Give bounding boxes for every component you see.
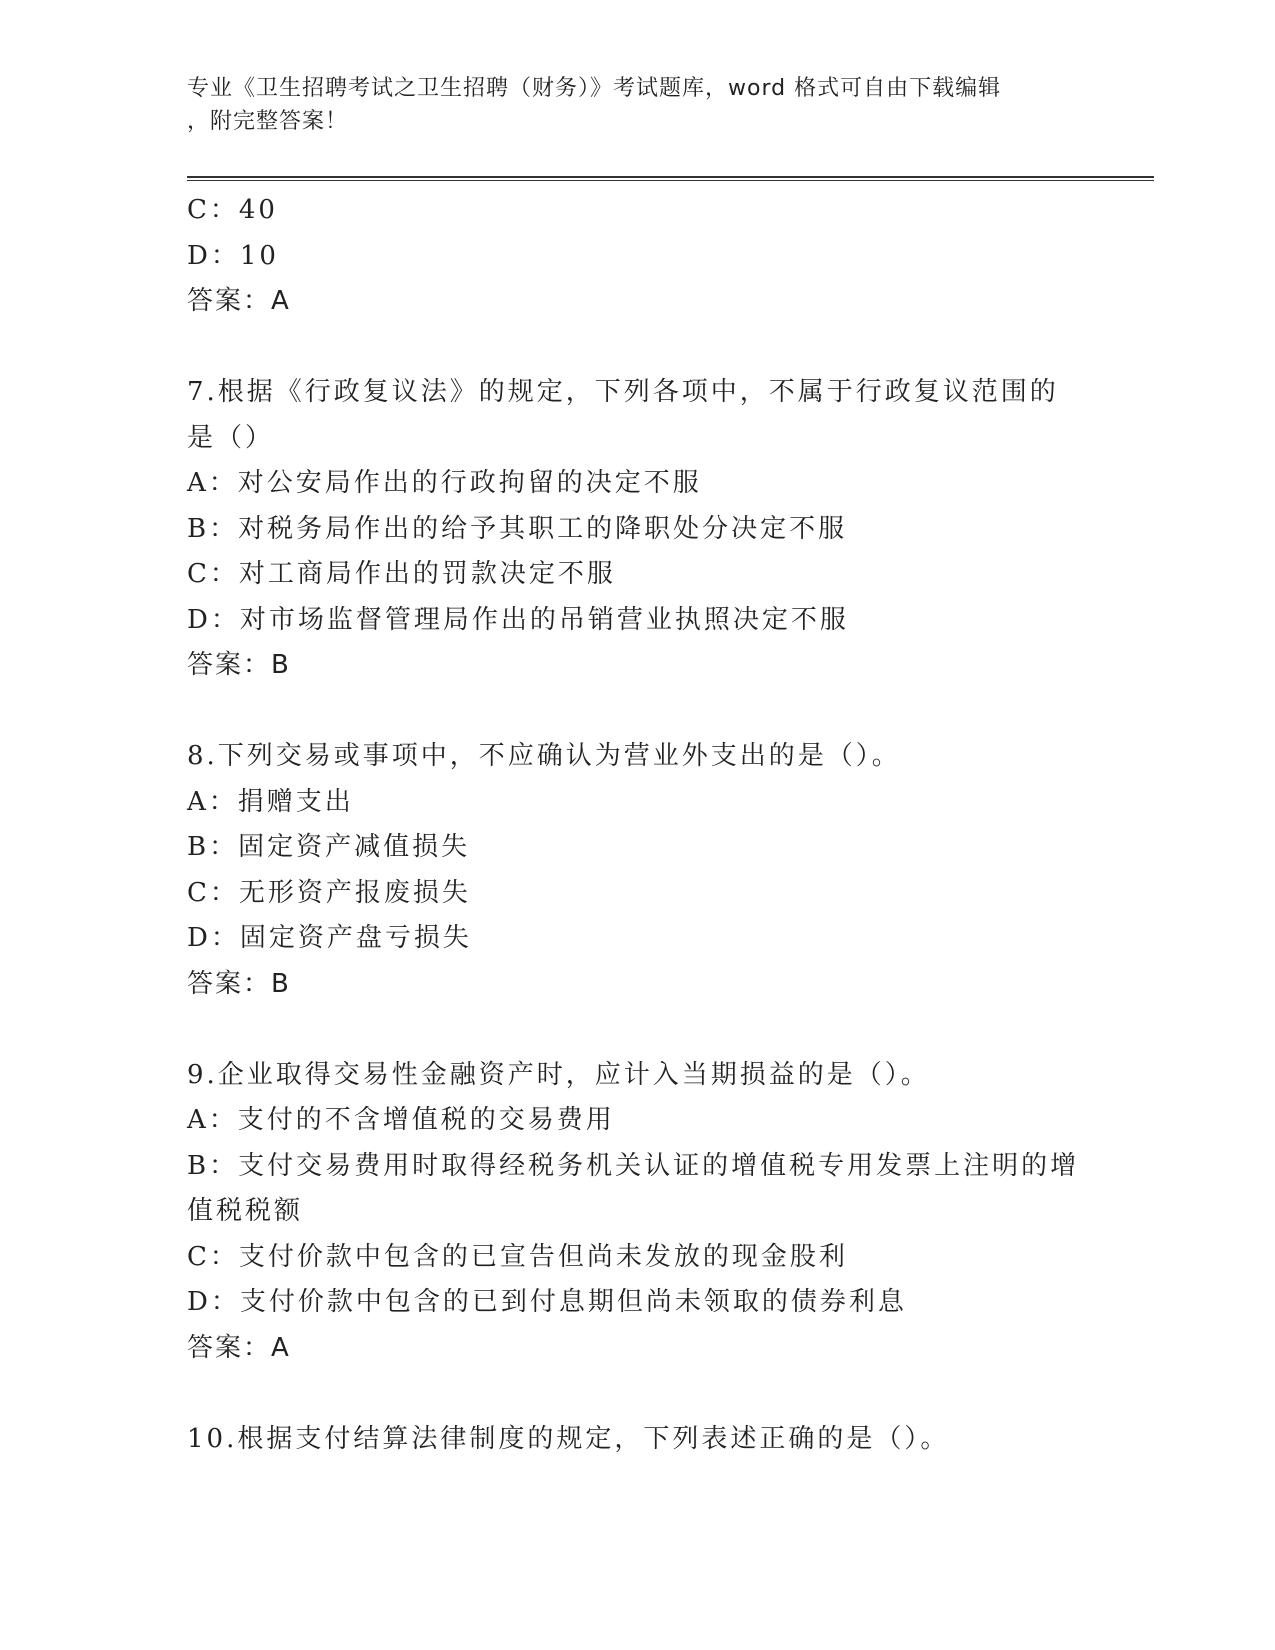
- option-a: A：捐赠支出: [187, 786, 354, 817]
- question-stem: 7.根据《行政复议法》的规定，下列各项中，不属于行政复议范围的: [187, 377, 1059, 407]
- question-stem: 10.根据支付结算法律制度的规定，下列表述正确的是（）。: [187, 1423, 950, 1454]
- answer-line: 答案：B: [187, 968, 291, 999]
- answer-line: 答案：A: [187, 1332, 291, 1363]
- question-10: [187, 1417, 1087, 1463]
- option-c: C：无形资产报废损失: [187, 877, 471, 908]
- spacer: [187, 1371, 1087, 1417]
- header-line-2: ，附完整答案！: [187, 109, 349, 134]
- option-a: A：支付的不含增值税的交易费用: [187, 1105, 615, 1135]
- option-d: D：10: [187, 240, 279, 271]
- question-stem: 9.企业取得交易性金融资产时，应计入当期损益的是（）。: [187, 1059, 930, 1090]
- header-divider: [187, 176, 1154, 181]
- question-8: [187, 734, 1087, 1007]
- question-7: [187, 370, 1087, 689]
- spacer: [187, 325, 1087, 371]
- option-b-continued: 值税税额: [187, 1196, 304, 1226]
- answer-line: 答案：B: [187, 650, 291, 680]
- option-d: D：固定资产盘亏损失: [187, 923, 472, 953]
- document-header: [187, 72, 1067, 138]
- answer-line: 答案：A: [187, 286, 291, 316]
- question-9: [187, 1053, 1087, 1372]
- question-stem: 8.下列交易或事项中，不应确认为营业外支出的是（）。: [187, 741, 901, 771]
- question-list: [187, 188, 1087, 1462]
- option-d: D：支付价款中包含的已到付息期但尚未领取的债券利息: [187, 1287, 907, 1317]
- spacer: [187, 689, 1087, 735]
- option-b: B：对税务局作出的给予其职工的降职处分决定不服: [187, 513, 848, 544]
- question-stem: 是（）: [187, 422, 275, 453]
- option-d: D：对市场监督管理局作出的吊销营业执照决定不服: [187, 604, 849, 635]
- option-c: C：支付价款中包含的已宣告但尚未发放的现金股利: [187, 1241, 848, 1272]
- header-line-1: 专业《卫生招聘考试之卫生招聘（财务）》考试题库，word 格式可自由下载编辑: [187, 76, 1002, 101]
- spacer: [187, 1007, 1087, 1053]
- option-c: C：40: [187, 195, 278, 225]
- option-a: A：对公安局作出的行政拘留的决定不服: [187, 468, 702, 498]
- option-c: C：对工商局作出的罚款决定不服: [187, 559, 616, 589]
- prev-question: [187, 188, 1087, 325]
- option-b: B：固定资产减值损失: [187, 832, 471, 862]
- option-b: B：支付交易费用时取得经税务机关认证的增值税专用发票上注明的增: [187, 1150, 1080, 1181]
